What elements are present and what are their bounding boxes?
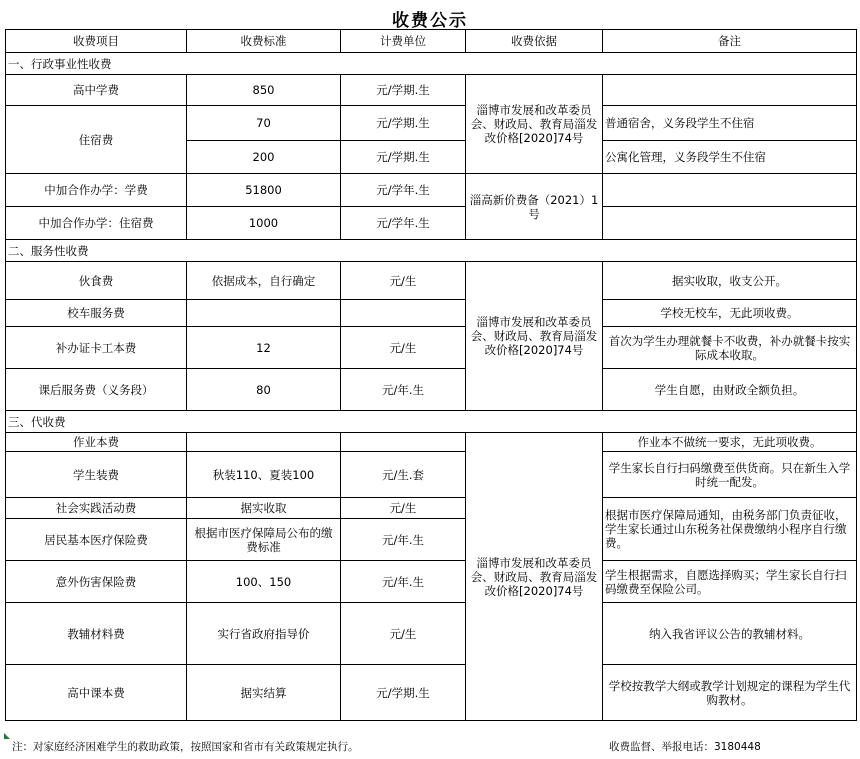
header-row	[6, 30, 857, 53]
unit-cell: 元/生	[341, 498, 466, 519]
basis-cell: 淄高新价费备（2021）1号	[466, 174, 603, 240]
unit-cell: 元/生	[341, 603, 466, 665]
table-row	[6, 561, 857, 603]
unit-cell: 元/生	[341, 327, 466, 369]
unit-cell: 元/生	[341, 262, 466, 300]
note-cell: 学生根据需求，自愿选择购买；学生家长自行扫码缴费至保险公司。	[603, 561, 857, 603]
standard-cell: 100、150	[187, 561, 341, 603]
unit-cell: 元/学期.生	[341, 141, 466, 174]
item-cell: 中加合作办学：住宿费	[6, 207, 187, 240]
standard-cell: 据实收取	[187, 498, 341, 519]
standard-cell: 850	[187, 75, 341, 106]
basis-cell: 淄博市发展和改革委员会、财政局、教育局淄发改价格[2020]74号	[466, 75, 603, 174]
item-cell: 补办证卡工本费	[6, 327, 187, 369]
unit-cell: 元/学年.生	[341, 174, 466, 207]
unit-cell	[341, 300, 466, 327]
table-row	[6, 207, 857, 240]
note-cell: 学生家长自行扫码缴费至供货商。只在新生入学时统一配发。	[603, 452, 857, 498]
cell-corner-marker	[4, 733, 10, 739]
unit-cell: 元/年.生	[341, 561, 466, 603]
section-title: 三、代收费	[6, 411, 857, 433]
unit-cell: 元/生.套	[341, 452, 466, 498]
standard-cell: 实行省政府指导价	[187, 603, 341, 665]
note-cell: 首次为学生办理就餐卡不收费，补办就餐卡按实际成本收取。	[603, 327, 857, 369]
table-row	[6, 665, 857, 721]
unit-cell: 元/学期.生	[341, 665, 466, 721]
table-row	[6, 300, 857, 327]
section-row	[6, 411, 857, 433]
section-row	[6, 53, 857, 75]
table-row	[6, 452, 857, 498]
item-cell: 高中课本费	[6, 665, 187, 721]
table-row	[6, 262, 857, 300]
footer-note: 注：对家庭经济困难学生的救助政策，按照国家和省市有关政策规定执行。	[12, 741, 359, 753]
unit-cell: 元/学年.生	[341, 207, 466, 240]
basis-cell: 淄博市发展和改革委员会、财政局、教育局淄发改价格[2020]74号	[466, 433, 603, 721]
section-title: 一、行政事业性收费	[6, 53, 857, 75]
section-title: 二、服务性收费	[6, 240, 857, 262]
standard-cell: 根据市医疗保障局公布的缴费标准	[187, 519, 341, 561]
basis-cell: 淄博市发展和改革委员会、财政局、教育局淄发改价格[2020]74号	[466, 262, 603, 411]
note-cell: 作业本不做统一要求，无此项收费。	[603, 433, 857, 452]
table-row	[6, 603, 857, 665]
standard-cell	[187, 300, 341, 327]
item-cell: 教辅材料费	[6, 603, 187, 665]
table-row	[6, 75, 857, 106]
table-row	[6, 327, 857, 369]
note-cell: 普通宿舍，义务段学生不住宿	[603, 106, 857, 141]
unit-cell: 元/学期.生	[341, 75, 466, 106]
table-row	[6, 106, 857, 141]
unit-cell: 元/学期.生	[341, 106, 466, 141]
note-cell: 根据市医疗保障局通知，由税务部门负责征收，学生家长通过山东税务社保费缴纳小程序自行缴费。	[603, 498, 857, 561]
item-cell: 作业本费	[6, 433, 187, 452]
standard-cell	[187, 433, 341, 452]
item-cell: 学生装费	[6, 452, 187, 498]
standard-cell: 秋装110、夏装100	[187, 452, 341, 498]
note-cell: 公寓化管理，义务段学生不住宿	[603, 141, 857, 174]
standard-cell: 1000	[187, 207, 341, 240]
note-cell	[603, 207, 857, 240]
note-cell: 纳入我省评议公告的教辅材料。	[603, 603, 857, 665]
item-cell: 高中学费	[6, 75, 187, 106]
section-row	[6, 240, 857, 262]
fee-table	[5, 29, 857, 721]
standard-cell: 12	[187, 327, 341, 369]
standard-cell: 据实结算	[187, 665, 341, 721]
unit-cell: 元/年.生	[341, 369, 466, 411]
note-cell: 学校无校车，无此项收费。	[603, 300, 857, 327]
table-row	[6, 498, 857, 519]
standard-cell: 80	[187, 369, 341, 411]
item-cell: 课后服务费（义务段）	[6, 369, 187, 411]
item-cell: 社会实践活动费	[6, 498, 187, 519]
note-cell	[603, 75, 857, 106]
footer-hotline: 收费监督、举报电话：3180448	[609, 741, 761, 753]
table-row	[6, 369, 857, 411]
header-standard: 收费标准	[187, 30, 341, 53]
item-cell: 住宿费	[6, 106, 187, 174]
item-cell: 意外伤害保险费	[6, 561, 187, 603]
standard-cell: 依据成本，自行确定	[187, 262, 341, 300]
unit-cell: 元/年.生	[341, 519, 466, 561]
table-row	[6, 433, 857, 452]
header-note: 备注	[603, 30, 857, 53]
item-cell: 伙食费	[6, 262, 187, 300]
standard-cell: 51800	[187, 174, 341, 207]
note-cell: 学校按教学大纲或教学计划规定的课程为学生代购教材。	[603, 665, 857, 721]
page-title: 收费公示	[392, 11, 468, 31]
table-row	[6, 174, 857, 207]
standard-cell: 200	[187, 141, 341, 174]
note-cell: 据实收取，收支公开。	[603, 262, 857, 300]
note-cell: 学生自愿，由财政全额负担。	[603, 369, 857, 411]
standard-cell: 70	[187, 106, 341, 141]
item-cell: 校车服务费	[6, 300, 187, 327]
header-unit: 计费单位	[341, 30, 466, 53]
header-basis: 收费依据	[466, 30, 603, 53]
item-cell: 居民基本医疗保险费	[6, 519, 187, 561]
unit-cell	[341, 433, 466, 452]
header-item: 收费项目	[6, 30, 187, 53]
item-cell: 中加合作办学：学费	[6, 174, 187, 207]
note-cell	[603, 174, 857, 207]
